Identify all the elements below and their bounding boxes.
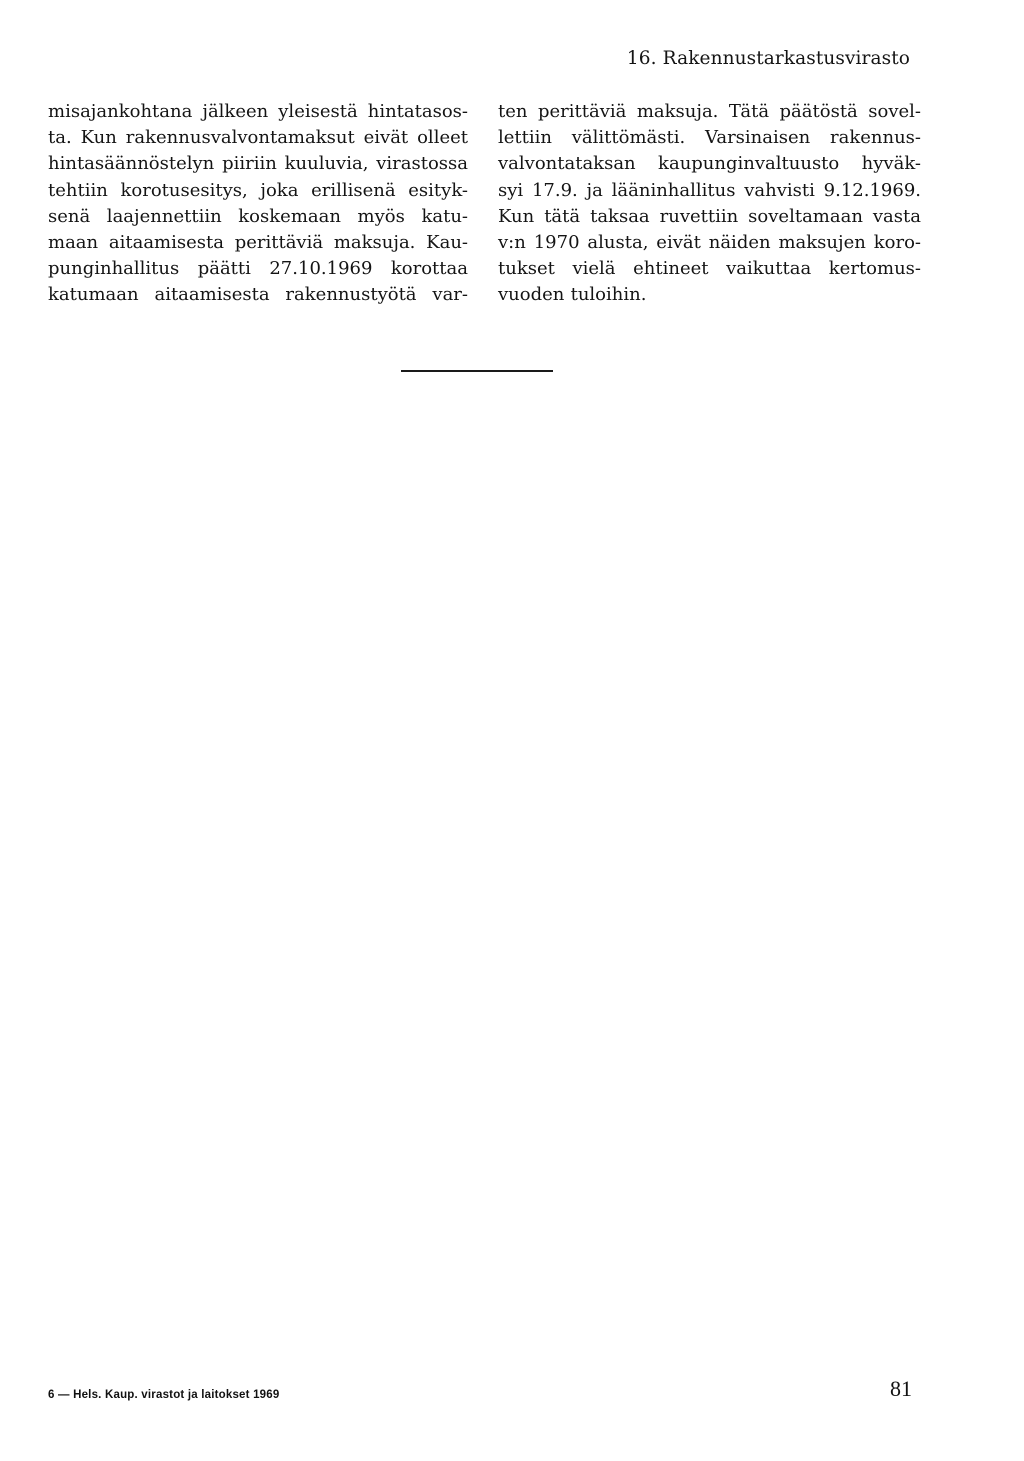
text-line: hintasäännöstelyn piiriin kuuluvia, virastossa — [48, 153, 468, 175]
text-line: Kun tätä taksaa ruvettiin soveltamaan vasta — [498, 205, 921, 227]
text-line: lettiin välittömästi. Varsinaisen rakennus- — [498, 127, 921, 149]
right-column — [498, 99, 921, 309]
page-number: 81 — [890, 1376, 912, 1401]
text-line: tukset vielä ehtineet vaikuttaa kertomus- — [498, 258, 921, 280]
text-line: misajankohtana jälkeen yleisestä hintatasos- — [48, 101, 468, 122]
running-head: 16. Rakennustarkastusvirasto — [626, 48, 910, 69]
text-line: valvontataksan kaupunginvaltuusto hyväk- — [498, 153, 921, 175]
text-line: ten perittäviä maksuja. Tätä päätöstä sovel- — [498, 101, 921, 122]
text-line: punginhallitus päätti 27.10.1969 korottaa — [48, 258, 468, 280]
text-line: tehtiin korotusesitys, joka erillisenä esityk- — [48, 179, 468, 201]
text-line: v:n 1970 alusta, eivät näiden maksujen koro- — [498, 232, 921, 254]
footer-signature: 6 — Hels. Kaup. virastot ja laitokset 1969 — [48, 1389, 280, 1401]
text-line: maan aitaamisesta perittäviä maksuja. Kau- — [48, 232, 468, 254]
section-divider — [401, 370, 553, 372]
text-line: syi 17.9. ja lääninhallitus vahvisti 9.12.1969. — [498, 179, 921, 201]
text-line: ta. Kun rakennusvalvontamaksut eivät olleet — [48, 127, 468, 149]
text-line: katumaan aitaamisesta rakennustyötä var- — [48, 284, 468, 306]
text-line: senä laajennettiin koskemaan myös katu- — [48, 205, 468, 227]
text-line: vuoden tuloihin. — [498, 284, 647, 306]
left-column — [48, 99, 468, 309]
